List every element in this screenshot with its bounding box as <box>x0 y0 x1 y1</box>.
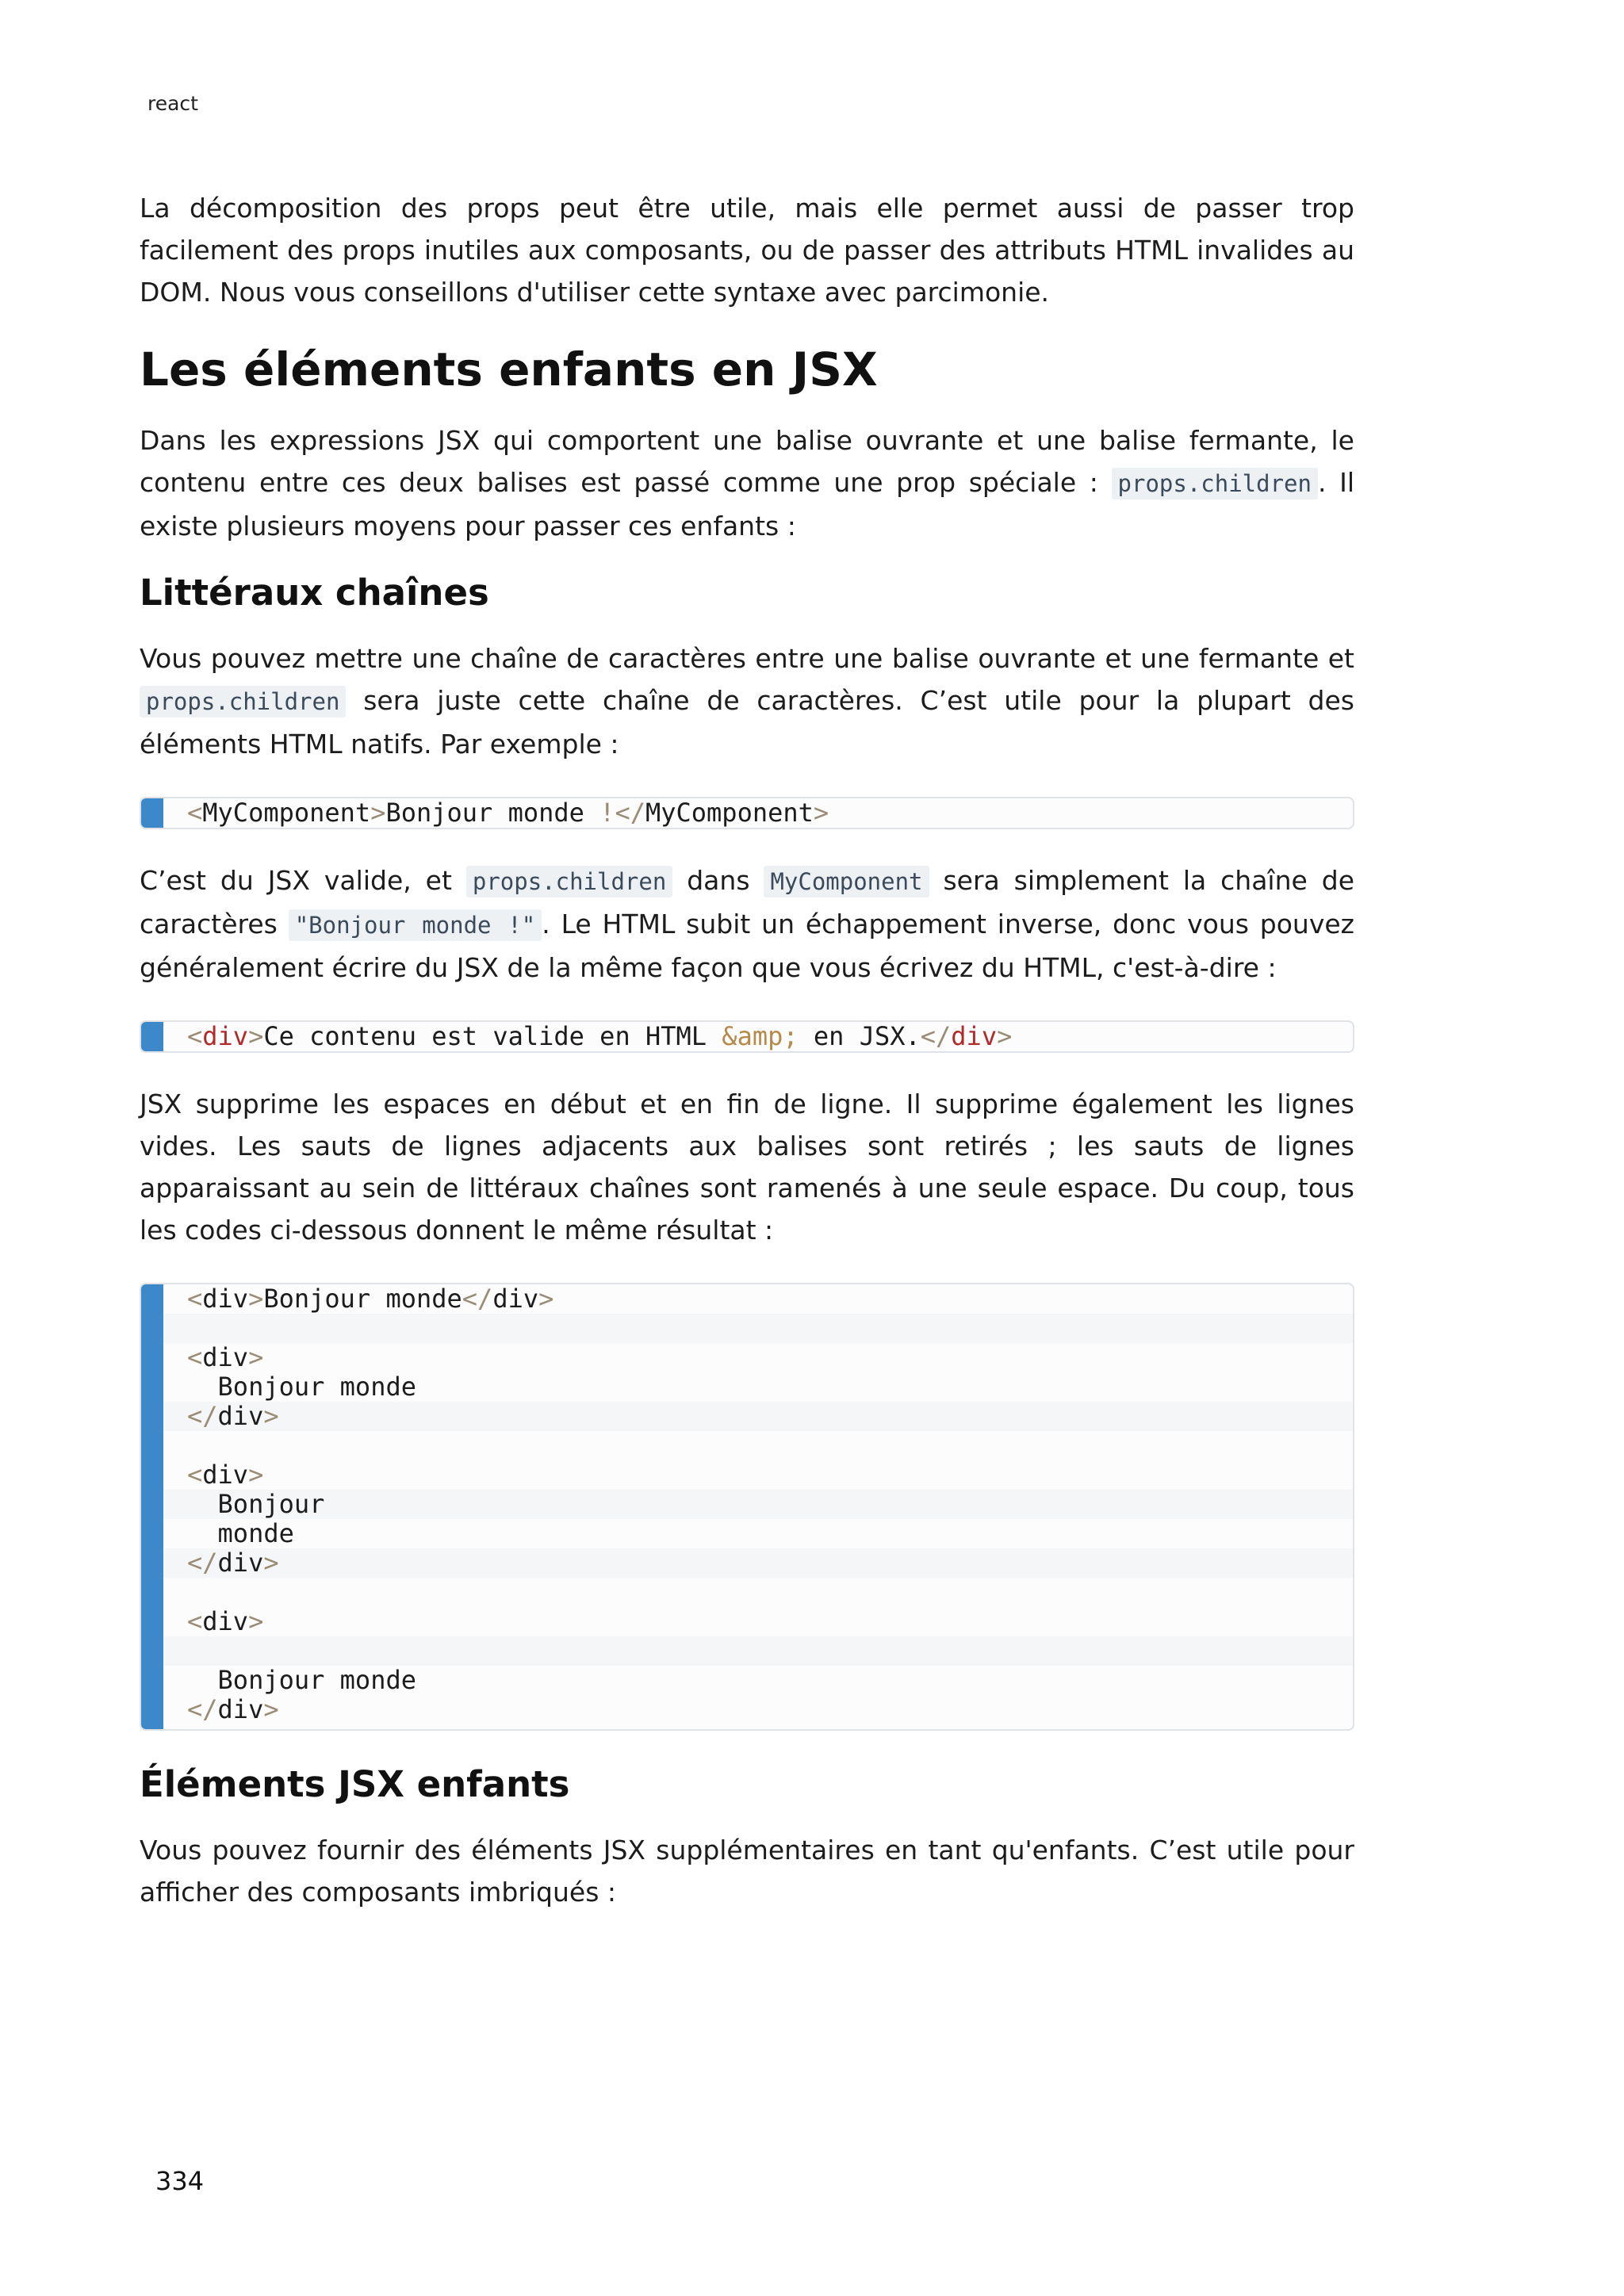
text-run: . Il existe plusieurs moyens pour passer ces enfants : <box>140 467 1355 541</box>
inline-code: props.children <box>1112 468 1318 499</box>
text-run: dans <box>672 865 764 896</box>
code-line-blank <box>141 1431 1353 1460</box>
code-block-div-entity <box>140 1020 1354 1053</box>
text-run: Dans les expressions JSX qui comportent une balise ouvrante et une balise fermante, le contenu entre ces deux balises est passé comme une prop spéciale : <box>140 425 1354 498</box>
text-run: . Le HTML subit un échappement inverse, donc vous pouvez généralement écrire du JSX de la même façon que vous écrivez du HTML, c'est-à-dire : <box>140 909 1354 983</box>
code-line: </div> <box>141 1402 1353 1431</box>
inline-code: "Bonjour monde !" <box>289 909 542 941</box>
code-block-equivalent-forms <box>140 1283 1354 1731</box>
code-block-accent-bar <box>141 1284 163 1729</box>
code-line: <MyComponent>Bonjour monde !</MyComponent> <box>187 798 829 828</box>
code-line: <div> <box>187 1460 264 1490</box>
section-heading-children: Les éléments enfants en JSX <box>140 342 878 396</box>
code-line-blank <box>141 1314 1353 1343</box>
intro-paragraph: La décomposition des props peut être utile, mais elle permet aussi de passer trop facilement des props inutiles aux composants, ou de passer des attributs HTML invalides au DOM. Nous vous conseillons d'utiliser cette syntaxe avec parcimonie. <box>140 193 1354 308</box>
page-content <box>140 187 1354 1913</box>
running-header: react <box>147 92 198 115</box>
code-block-accent-bar <box>141 798 163 828</box>
explanation-paragraph <box>140 859 1354 989</box>
code-line: <div> <box>187 1342 264 1372</box>
code-line: <div>Bonjour monde</div> <box>187 1284 554 1314</box>
code-line: Bonjour <box>141 1490 1353 1519</box>
code-line: Bonjour monde <box>217 1665 416 1695</box>
code-line: <div> <box>187 1606 264 1636</box>
code-line: </div> <box>141 1548 1353 1578</box>
code-block-mycomponent <box>140 797 1354 829</box>
inline-code: props.children <box>140 686 346 718</box>
code-line: Bonjour monde <box>217 1372 416 1402</box>
text-run: sera simplement la chaîne de caractères <box>140 865 1354 939</box>
text-run: C’est du JSX valide, et <box>140 865 466 896</box>
subsection-heading-string-literals: Littéraux chaînes <box>140 572 489 614</box>
string-literals-paragraph <box>140 637 1354 765</box>
text-run: sera juste cette chaîne de caractères. C’est utile pour la plupart des éléments HTML natifs. Par exemple : <box>140 685 1354 760</box>
page-number: 334 <box>155 2166 205 2196</box>
text-run: Vous pouvez mettre une chaîne de caractères entre une balise ouvrante et une fermante et <box>140 643 1354 674</box>
code-line: monde <box>217 1518 294 1548</box>
code-block-accent-bar <box>141 1022 163 1051</box>
code-line: </div> <box>187 1694 279 1724</box>
inline-code: MyComponent <box>764 866 929 897</box>
code-line-blank <box>141 1578 1353 1607</box>
whitespace-paragraph: JSX supprime les espaces en début et en fin de ligne. Il supprime également les lignes vides. Les sauts de lignes adjacents aux balises sont retirés ; les sauts de lignes apparaissant au sein de littéraux chaînes sont ramenés à une seule espace. Du coup, tous les codes ci-dessous donnent le même résultat : <box>140 1089 1354 1246</box>
jsx-children-paragraph: Vous pouvez fournir des éléments JSX supplémentaires en tant qu'enfants. C’est utile pour afficher des composants imbriqués : <box>140 1835 1354 1908</box>
subsection-heading-jsx-children: Éléments JSX enfants <box>140 1763 570 1805</box>
children-intro-paragraph <box>140 419 1354 547</box>
code-line: <div>Ce contenu est valide en HTML &amp; en JSX.</div> <box>187 1021 1013 1051</box>
inline-code: props.children <box>466 866 672 897</box>
code-line-blank <box>141 1636 1353 1666</box>
